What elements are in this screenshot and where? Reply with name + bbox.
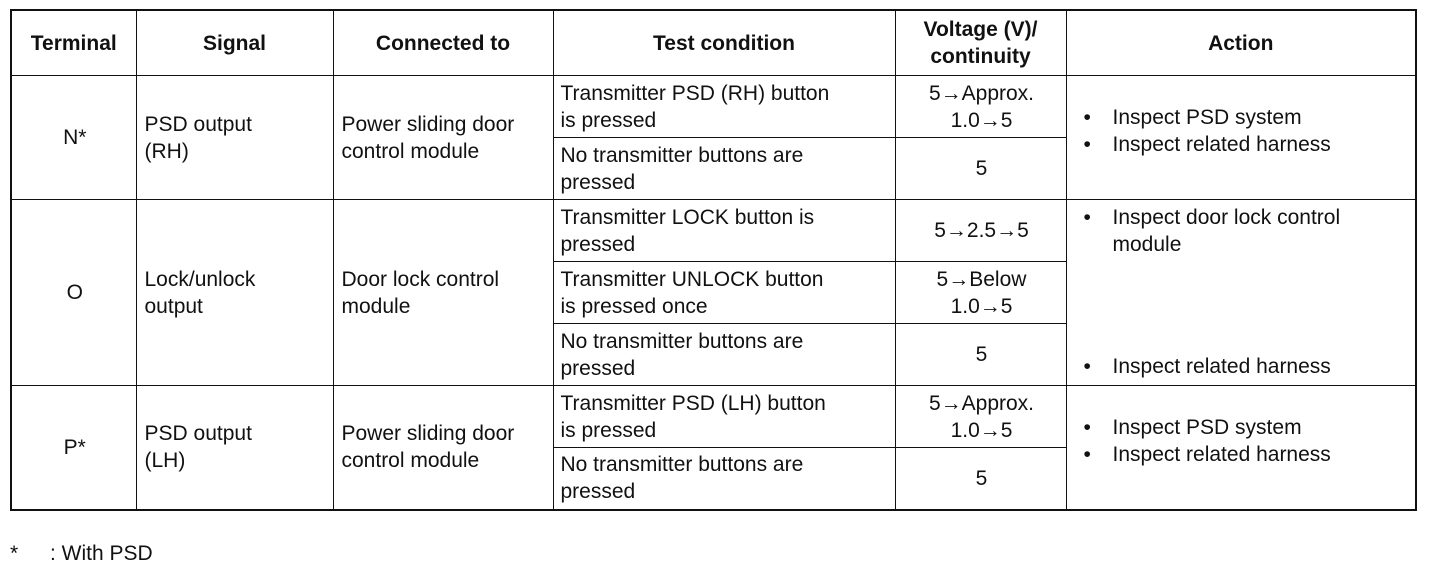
connected-line: module (341, 294, 411, 318)
test-line: pressed (560, 480, 636, 504)
signal-line: PSD output (144, 422, 252, 446)
action-cell (1066, 200, 1416, 386)
signal-cell (136, 386, 333, 510)
table-row (11, 200, 1416, 262)
signal-line: (RH) (144, 139, 189, 163)
test-condition-cell (553, 448, 895, 510)
header-voltage (895, 10, 1066, 76)
connected-cell (333, 200, 553, 386)
action-text: Inspect PSD system (1112, 106, 1302, 129)
inspection-table (10, 9, 1417, 511)
bullet-icon: • (1083, 355, 1091, 378)
action-text: Inspect related harness (1112, 443, 1331, 466)
voltage-cell: 5 (895, 448, 1066, 510)
footnote-marker: * (10, 542, 19, 565)
signal-line: output (144, 294, 203, 318)
bullet-icon: • (1083, 133, 1091, 156)
table-row (11, 76, 1416, 138)
test-condition-cell (553, 262, 895, 324)
action-list (1067, 386, 1416, 468)
test-line: No transmitter buttons are (560, 453, 804, 477)
bullet-icon: • (1083, 106, 1091, 129)
bullet-icon: • (1083, 416, 1091, 439)
header-connected-to: Connected to (333, 10, 553, 76)
test-line: is pressed (560, 108, 657, 132)
voltage-cell (895, 76, 1066, 138)
voltage-line: 5→Approx. (928, 391, 1035, 415)
action-list (1067, 76, 1416, 158)
test-condition-cell (553, 76, 895, 138)
action-cell (1066, 76, 1416, 200)
footnote-text: : With PSD (50, 542, 153, 565)
header-voltage-line2: continuity (930, 45, 1031, 68)
signal-cell (136, 200, 333, 386)
action-item (1067, 353, 1416, 380)
test-line: pressed (560, 356, 636, 380)
voltage-line: 1.0→5 (950, 294, 1013, 318)
header-signal: Signal (136, 10, 333, 76)
signal-line: PSD output (144, 112, 252, 136)
connected-cell (333, 76, 553, 200)
action-item (1067, 204, 1416, 258)
connected-line: control module (341, 449, 480, 473)
action-item (1067, 441, 1416, 468)
terminal-cell: P* (11, 386, 136, 510)
signal-line: Lock/unlock (144, 267, 256, 291)
header-test-condition: Test condition (553, 10, 895, 76)
action-item (1067, 414, 1416, 441)
bullet-icon: • (1083, 443, 1091, 466)
test-line: Transmitter UNLOCK button (560, 267, 824, 291)
voltage-line: 5→Approx. (928, 81, 1035, 105)
action-item (1067, 104, 1416, 131)
connected-line: control module (341, 139, 480, 163)
voltage-cell (895, 262, 1066, 324)
test-condition-cell (553, 386, 895, 448)
terminal-cell: N* (11, 76, 136, 200)
action-text: Inspect PSD system (1112, 416, 1302, 439)
action-container (1067, 200, 1416, 384)
header-terminal: Terminal (11, 10, 136, 76)
test-line: is pressed once (560, 294, 708, 318)
voltage-cell (895, 386, 1066, 448)
action-list (1067, 200, 1416, 258)
bullet-icon: • (1083, 206, 1091, 229)
test-line: is pressed (560, 418, 657, 442)
action-text: module (1112, 233, 1182, 256)
voltage-cell: 5 (895, 138, 1066, 200)
test-line: No transmitter buttons are (560, 143, 804, 167)
terminal-cell: O (11, 200, 136, 386)
test-condition-cell (553, 200, 895, 262)
footnote (10, 542, 153, 566)
connected-line: Power sliding door (341, 422, 515, 446)
test-condition-cell (553, 138, 895, 200)
header-row (11, 10, 1416, 76)
test-line: Transmitter PSD (LH) button (560, 391, 826, 415)
voltage-line: 1.0→5 (950, 418, 1013, 442)
action-text: Inspect related harness (1112, 355, 1331, 378)
header-action: Action (1066, 10, 1416, 76)
connected-line: Door lock control (341, 267, 500, 291)
connected-cell (333, 386, 553, 510)
signal-line: (LH) (144, 449, 186, 473)
signal-cell (136, 76, 333, 200)
test-condition-cell (553, 324, 895, 386)
voltage-cell: 5→2.5→5 (895, 200, 1066, 262)
action-text: Inspect related harness (1112, 133, 1331, 156)
test-line: pressed (560, 170, 636, 194)
connected-line: Power sliding door (341, 112, 515, 136)
action-list (1067, 353, 1416, 380)
action-text: Inspect door lock control (1112, 206, 1341, 229)
test-line: No transmitter buttons are (560, 329, 804, 353)
voltage-line: 5→Below (936, 267, 1027, 291)
test-line: Transmitter PSD (RH) button (560, 81, 830, 105)
action-cell (1066, 386, 1416, 510)
table-row (11, 386, 1416, 448)
action-item (1067, 131, 1416, 158)
test-line: pressed (560, 232, 636, 256)
voltage-line: 1.0→5 (950, 108, 1013, 132)
voltage-cell: 5 (895, 324, 1066, 386)
test-line: Transmitter LOCK button is (560, 205, 815, 229)
header-voltage-line1: Voltage (V)/ (923, 18, 1038, 41)
